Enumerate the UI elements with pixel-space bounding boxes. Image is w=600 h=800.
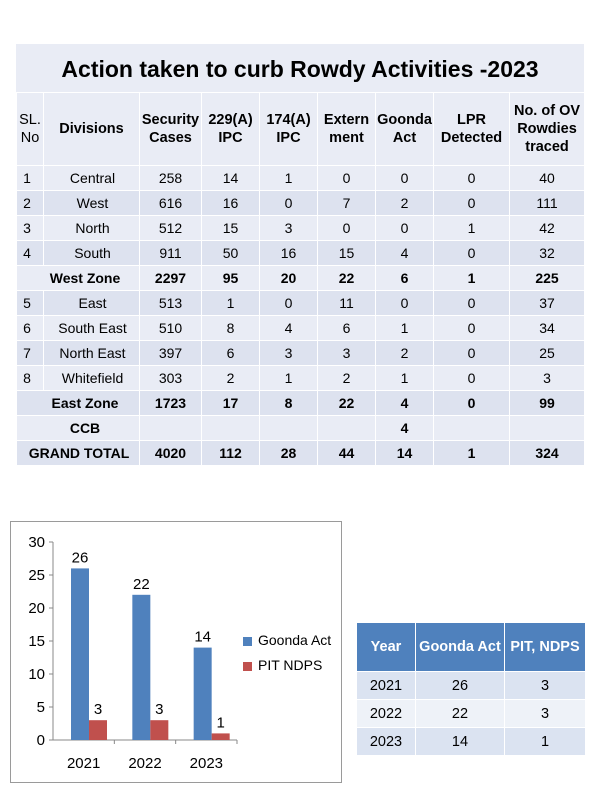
header-ov-rowdies: No. of OV Rowdies traced [510,93,585,166]
small-cell-goonda: 26 [416,672,505,700]
cell-ipc229: 6 [202,341,260,366]
cell-division: North [44,216,140,241]
header-229a-ipc: 229(A) IPC [202,93,260,166]
cell-goonda: 2 [376,191,434,216]
goonda-pit-table [356,622,586,756]
small-cell-goonda: 14 [416,728,505,756]
small-header-goonda: Goonda Act [416,623,505,672]
table-row [17,391,585,416]
cell-lpr: 0 [434,241,510,266]
legend-goonda-act [243,632,331,648]
data-label: 3 [93,701,103,719]
bar-goonda-act [194,648,212,740]
cell-sl: 1 [17,166,44,191]
cell-goonda: 4 [376,241,434,266]
data-label: 22 [132,575,150,593]
table-row [17,266,585,291]
cell-ipc174: 16 [260,241,318,266]
cell-ipc174: 20 [260,266,318,291]
cell-security: 513 [140,291,202,316]
table-row [17,191,585,216]
table-row [17,416,585,441]
cell-ipc174: 0 [260,191,318,216]
cell-sl: 6 [17,316,44,341]
cell-division: South [44,241,140,266]
cell-sl: 4 [17,241,44,266]
cell-externment: 22 [318,391,376,416]
cell-lpr: 0 [434,191,510,216]
cell-lpr [434,416,510,441]
cell-sl: 3 [17,216,44,241]
cell-lpr: 1 [434,266,510,291]
small-table-row [357,700,586,728]
bar-pit-ndps [89,720,107,740]
cell-sl: 7 [17,341,44,366]
cell-externment [318,416,376,441]
cell-externment: 0 [318,166,376,191]
cell-division: West Zone [17,266,140,291]
cell-division: East Zone [17,391,140,416]
header-goonda-act: Goonda Act [376,93,434,166]
cell-goonda: 14 [376,441,434,466]
cell-goonda: 2 [376,341,434,366]
table-row [17,291,585,316]
cell-division: Central [44,166,140,191]
cell-ov: 25 [510,341,585,366]
cell-ipc174: 1 [260,166,318,191]
cell-goonda: 0 [376,291,434,316]
data-label: 3 [155,701,164,719]
table-row [17,316,585,341]
cell-ov: 225 [510,266,585,291]
cell-ipc229: 95 [202,266,260,291]
cell-division: West [44,191,140,216]
cell-goonda: 4 [376,416,434,441]
cell-ov: 42 [510,216,585,241]
cell-lpr: 0 [434,166,510,191]
cell-ipc174: 8 [260,391,318,416]
table-title: Action taken to curb Rowdy Activities -2023 [16,44,584,92]
cell-sl: 8 [17,366,44,391]
cell-goonda: 0 [376,216,434,241]
small-cell-year: 2021 [357,672,416,700]
cell-ipc174: 28 [260,441,318,466]
cell-ipc174: 3 [260,341,318,366]
table-row [17,366,585,391]
cell-security [140,416,202,441]
y-tick-label: 25 [28,567,45,584]
cell-goonda: 0 [376,166,434,191]
cell-division: GRAND TOTAL [17,441,140,466]
header-sl-no: SL. No [17,93,44,166]
bar-goonda-act [132,595,150,740]
cell-ipc229: 112 [202,441,260,466]
cell-lpr: 0 [434,291,510,316]
cell-ipc229: 2 [202,366,260,391]
x-tick-label: 2022 [128,755,162,772]
cell-ipc174: 4 [260,316,318,341]
cell-ipc174: 3 [260,216,318,241]
cell-ipc229: 17 [202,391,260,416]
cell-externment: 3 [318,341,376,366]
cell-ov: 34 [510,316,585,341]
y-tick-label: 30 [28,534,45,551]
cell-ov: 99 [510,391,585,416]
main-table [16,92,585,466]
small-header-year: Year [357,623,416,672]
cell-security: 616 [140,191,202,216]
header-lpr-detected: LPR Detected [434,93,510,166]
y-tick-label: 15 [28,633,45,650]
cell-lpr: 0 [434,366,510,391]
bar-pit-ndps [212,733,230,740]
bar-goonda-act [71,568,89,740]
cell-goonda: 1 [376,366,434,391]
header-security-cases: Security Cases [140,93,202,166]
table-row [17,216,585,241]
cell-lpr: 0 [434,341,510,366]
cell-ipc229 [202,416,260,441]
cell-goonda: 1 [376,316,434,341]
cell-ipc174: 1 [260,366,318,391]
legend-swatch-blue [243,637,252,646]
cell-security: 303 [140,366,202,391]
data-label: 14 [194,628,212,646]
cell-externment: 11 [318,291,376,316]
y-tick-label: 5 [36,699,45,716]
cell-ov: 3 [510,366,585,391]
small-table-row [357,672,586,700]
cell-division: Whitefield [44,366,140,391]
small-cell-goonda: 22 [416,700,505,728]
cell-lpr: 1 [434,441,510,466]
cell-externment: 15 [318,241,376,266]
legend-label-goonda: Goonda Act [258,632,332,648]
cell-division: South East [44,316,140,341]
cell-goonda: 6 [376,266,434,291]
cell-ipc229: 14 [202,166,260,191]
cell-ipc229: 16 [202,191,260,216]
cell-externment: 7 [318,191,376,216]
rowdy-action-table [16,44,584,466]
cell-ov: 40 [510,166,585,191]
cell-ov: 324 [510,441,585,466]
bar-pit-ndps [150,720,168,740]
cell-sl: 2 [17,191,44,216]
cell-ipc229: 8 [202,316,260,341]
y-tick-label: 10 [28,666,45,683]
cell-goonda: 4 [376,391,434,416]
cell-ov [510,416,585,441]
y-tick-label: 0 [36,732,45,749]
data-label: 1 [216,714,225,732]
cell-ipc174 [260,416,318,441]
goonda-pit-chart [10,521,342,783]
chart-svg [11,522,341,782]
table-row [17,341,585,366]
cell-lpr: 0 [434,316,510,341]
small-table-row [357,728,586,756]
small-cell-pit: 1 [505,728,586,756]
x-tick-label: 2023 [189,755,224,772]
cell-ipc229: 50 [202,241,260,266]
cell-ov: 111 [510,191,585,216]
cell-lpr: 0 [434,391,510,416]
header-externment: Extern ment [318,93,376,166]
small-cell-year: 2023 [357,728,416,756]
cell-ov: 32 [510,241,585,266]
table-row [17,166,585,191]
cell-ov: 37 [510,291,585,316]
data-label: 26 [71,549,89,567]
cell-security: 2297 [140,266,202,291]
table-row [17,441,585,466]
header-row [17,93,585,166]
table-row [17,241,585,266]
small-cell-year: 2022 [357,700,416,728]
cell-externment: 22 [318,266,376,291]
cell-externment: 0 [318,216,376,241]
cell-externment: 44 [318,441,376,466]
cell-security: 911 [140,241,202,266]
small-header-row [357,623,586,672]
header-divisions: Divisions [44,93,140,166]
cell-security: 510 [140,316,202,341]
cell-sl: 5 [17,291,44,316]
small-cell-pit: 3 [505,700,586,728]
cell-security: 258 [140,166,202,191]
legend-swatch-red [243,662,252,671]
cell-lpr: 1 [434,216,510,241]
cell-ipc229: 1 [202,291,260,316]
cell-security: 4020 [140,441,202,466]
y-tick-label: 20 [28,600,45,617]
cell-ipc229: 15 [202,216,260,241]
cell-division: East [44,291,140,316]
legend-label-pit: PIT NDPS [258,657,323,673]
cell-ipc174: 0 [260,291,318,316]
cell-security: 1723 [140,391,202,416]
cell-security: 397 [140,341,202,366]
small-cell-pit: 3 [505,672,586,700]
legend-pit-ndps [243,657,322,673]
x-tick-label: 2021 [66,755,101,772]
cell-security: 512 [140,216,202,241]
cell-division: CCB [17,416,140,441]
cell-externment: 2 [318,366,376,391]
cell-division: North East [44,341,140,366]
header-174a-ipc: 174(A) IPC [260,93,318,166]
cell-externment: 6 [318,316,376,341]
small-header-pit: PIT, NDPS [505,623,586,672]
